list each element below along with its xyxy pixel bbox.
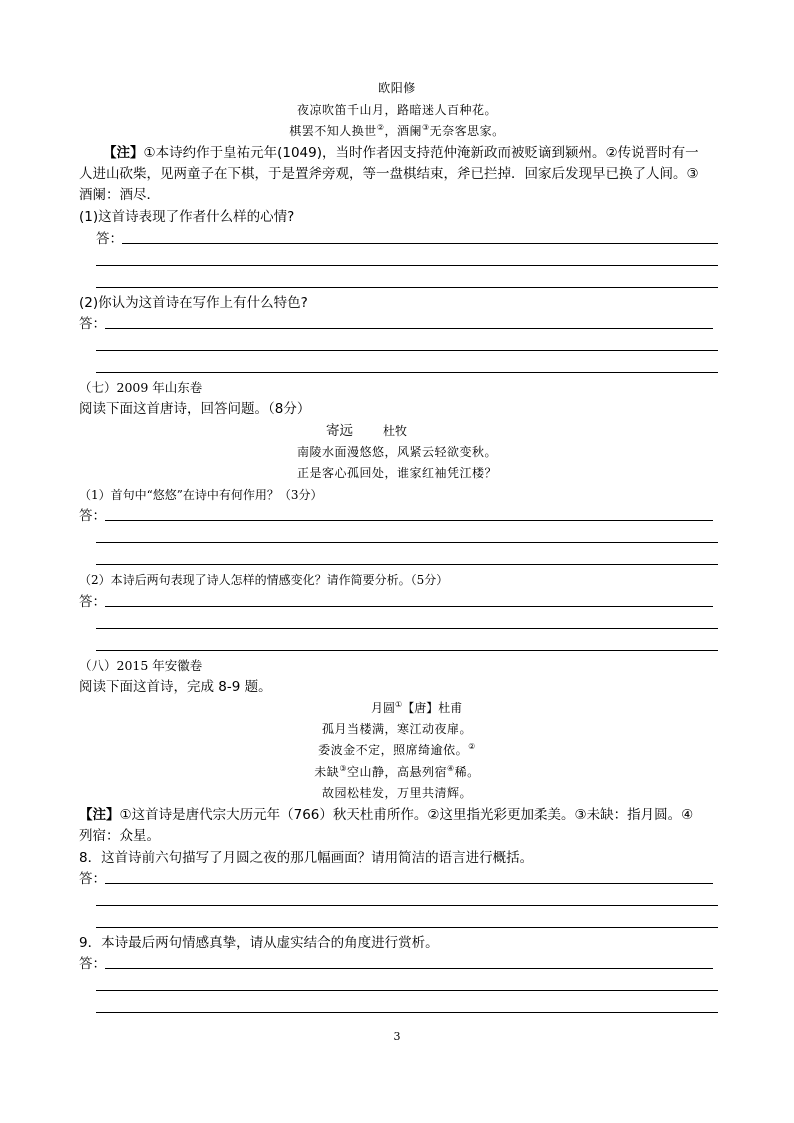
section7-question1: （1）首句中“悠悠”在诗中有何作用？（3分） [79, 488, 323, 502]
poem1-author: 欧阳修 [378, 81, 416, 95]
poem1-note-line3: 酒阑：酒尽． [79, 187, 160, 203]
answer-line[interactable] [96, 542, 718, 543]
section7-header: （七）2009 年山东卷 [79, 380, 203, 395]
section7-poem-author: 杜牧 [383, 424, 408, 438]
answer-line[interactable] [96, 1012, 718, 1013]
poem1-line1: 夜凉吹笛千山月，路暗迷人百种花。 [296, 103, 497, 117]
poem1-question2: (2)你认为这首诗在写作上有什么特色? [79, 295, 308, 311]
question-8: 8．这首诗前六句描写了月圆之夜的那几幅画面？请用简洁的语言进行概括。 [79, 850, 534, 866]
answer-label: 答： [96, 231, 123, 247]
answer-line[interactable] [105, 968, 713, 969]
answer-line[interactable] [96, 628, 718, 629]
answer-line[interactable] [96, 372, 718, 373]
answer-line[interactable] [96, 990, 718, 991]
answer-line[interactable] [105, 520, 713, 521]
answer-line[interactable] [96, 350, 718, 351]
answer-line[interactable] [105, 328, 713, 329]
answer-label: 答： [79, 508, 106, 524]
answer-line[interactable] [105, 883, 713, 884]
poem1-note-line1: 【注】①本诗约作于皇祐元年(1049)，当时作者因支持范仲淹新政而被贬谪到颍州。②传说晋时有一 [103, 145, 699, 161]
answer-line[interactable] [96, 564, 718, 565]
section8-line4: 故园松桂发，万里共清辉。 [321, 786, 472, 800]
poem1-line2: 棋罢不知人换世②，酒阑③无奈客思家。 [289, 123, 505, 138]
section7-line1: 南陵水面漫悠悠，风紧云轻欲变秋。 [296, 445, 497, 459]
section7-poem-title: 寄远 [326, 423, 353, 439]
section7-instruction: 阅读下面这首唐诗，回答问题。（8分） [79, 401, 311, 417]
answer-label: 答： [79, 956, 106, 972]
answer-label: 答： [79, 871, 106, 887]
answer-line[interactable] [96, 650, 718, 651]
answer-label: 答： [79, 594, 106, 610]
section8-line3: 未缺③空山静，高悬列宿④稀。 [314, 764, 480, 779]
answer-line[interactable] [105, 606, 713, 607]
section8-poem-heading: 月圆①【唐】杜甫 [371, 700, 463, 715]
answer-line[interactable] [96, 927, 718, 928]
page-number: 3 [393, 1030, 401, 1043]
answer-line[interactable] [122, 243, 718, 244]
answer-line[interactable] [96, 905, 718, 906]
answer-label: 答： [79, 316, 106, 332]
section7-line2: 正是客心孤回处，谁家红袖凭江楼？ [296, 466, 497, 480]
section8-note-line2: 列宿：众星。 [79, 828, 160, 844]
section7-question2: （2）本诗后两句表现了诗人怎样的情感变化？请作简要分析。（5分） [79, 573, 449, 587]
poem1-note-line2: 人进山砍柴，见两童子在下棋，于是置斧旁观，等一盘棋结束，斧已拦掉．回家后发现早已换了人间。③ [79, 166, 699, 182]
section8-note-line1: 【注】①这首诗是唐代宗大历元年（766）秋天杜甫所作。②这里指光彩更加柔美。③未缺：指月圆。④ [79, 807, 694, 823]
question-9: 9．本诗最后两句情感真挚，请从虚实结合的角度进行赏析。 [79, 935, 439, 951]
answer-line[interactable] [96, 265, 718, 266]
poem1-question1: (1)这首诗表现了作者什么样的心情? [79, 209, 295, 225]
section8-header: （八）2015 年安徽卷 [79, 658, 203, 673]
section8-instruction: 阅读下面这首诗，完成 8-9 题。 [79, 679, 272, 695]
section8-line1: 孤月当楼满，寒江动夜扉。 [321, 722, 472, 736]
answer-line[interactable] [96, 287, 718, 288]
section8-line2: 委波金不定，照席绮逾依。② [318, 742, 476, 757]
